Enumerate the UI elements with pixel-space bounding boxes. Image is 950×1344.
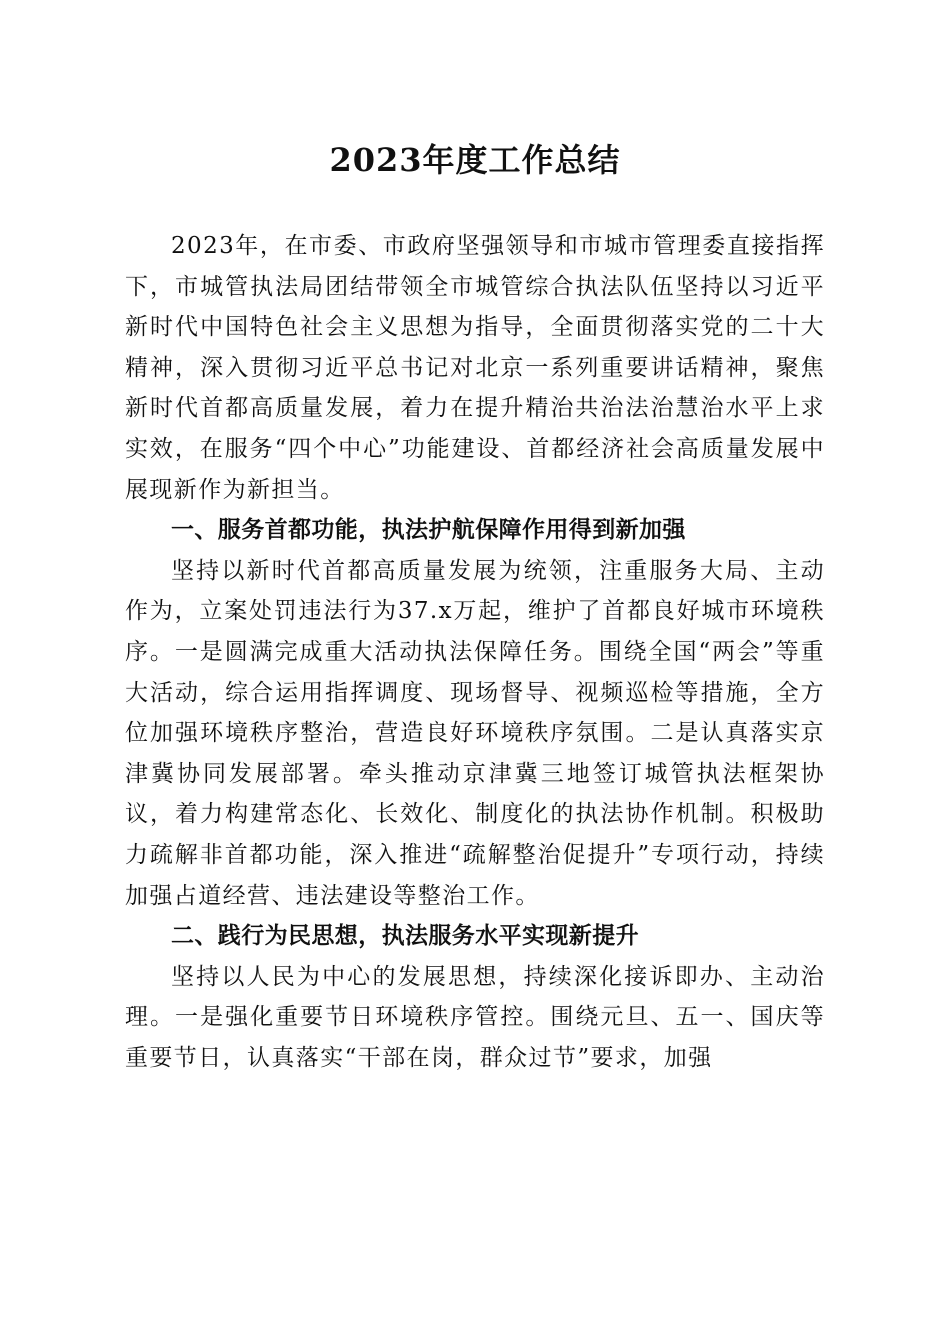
section-heading-1: 一、服务首都功能，执法护航保障作用得到新加强 bbox=[171, 517, 686, 544]
section-1-paragraph: 坚持以新时代首都高质量发展为统领，注重服务大局、主动作为，立案处罚违法行为37.x万起，维护了首都良好城市环境秩序。一是圆满完成重大活动执法保障任务。围绕全国“两会”等重大活动，综合运用指挥调度、现场督导、视频巡检等措施，全方位加强环境秩序整治，营造良好环境秩序氛围。二是认真落实京津冀协同发展部署。牵头推动京津冀三地签订城管执法框架协议，着力构建常态化、长效化、制度化的执法协作机制。积极助力疏解非首都功能，深入推进“疏解整治促提升”专项行动，持续加强占道经营、违法建设等整治工作。 bbox=[125, 557, 825, 909]
section-2-paragraph: 坚持以人民为中心的发展思想，持续深化接诉即办、主动治理。一是强化重要节日环境秩序管控。围绕元旦、五一、国庆等重要节日，认真落实“干部在岗，群众过节”要求，加强 bbox=[125, 963, 825, 1071]
document-body bbox=[125, 226, 825, 1078]
intro-paragraph: 2023年，在市委、市政府坚强领导和市城市管理委直接指挥下，市城管执法局团结带领全市城管综合执法队伍坚持以习近平新时代中国特色社会主义思想为指导，全面贯彻落实党的二十大精神，深入贯彻习近平总书记对北京一系列重要讲话精神，聚焦新时代首都高质量发展，着力在提升精治共治法治慧治水平上求实效，在服务“四个中心”功能建设、首都经济社会高质量发展中展现新作为新担当。 bbox=[125, 233, 825, 503]
document-title: 2023年度工作总结 bbox=[329, 141, 621, 179]
section-heading-2: 二、践行为民思想，执法服务水平实现新提升 bbox=[171, 923, 639, 950]
